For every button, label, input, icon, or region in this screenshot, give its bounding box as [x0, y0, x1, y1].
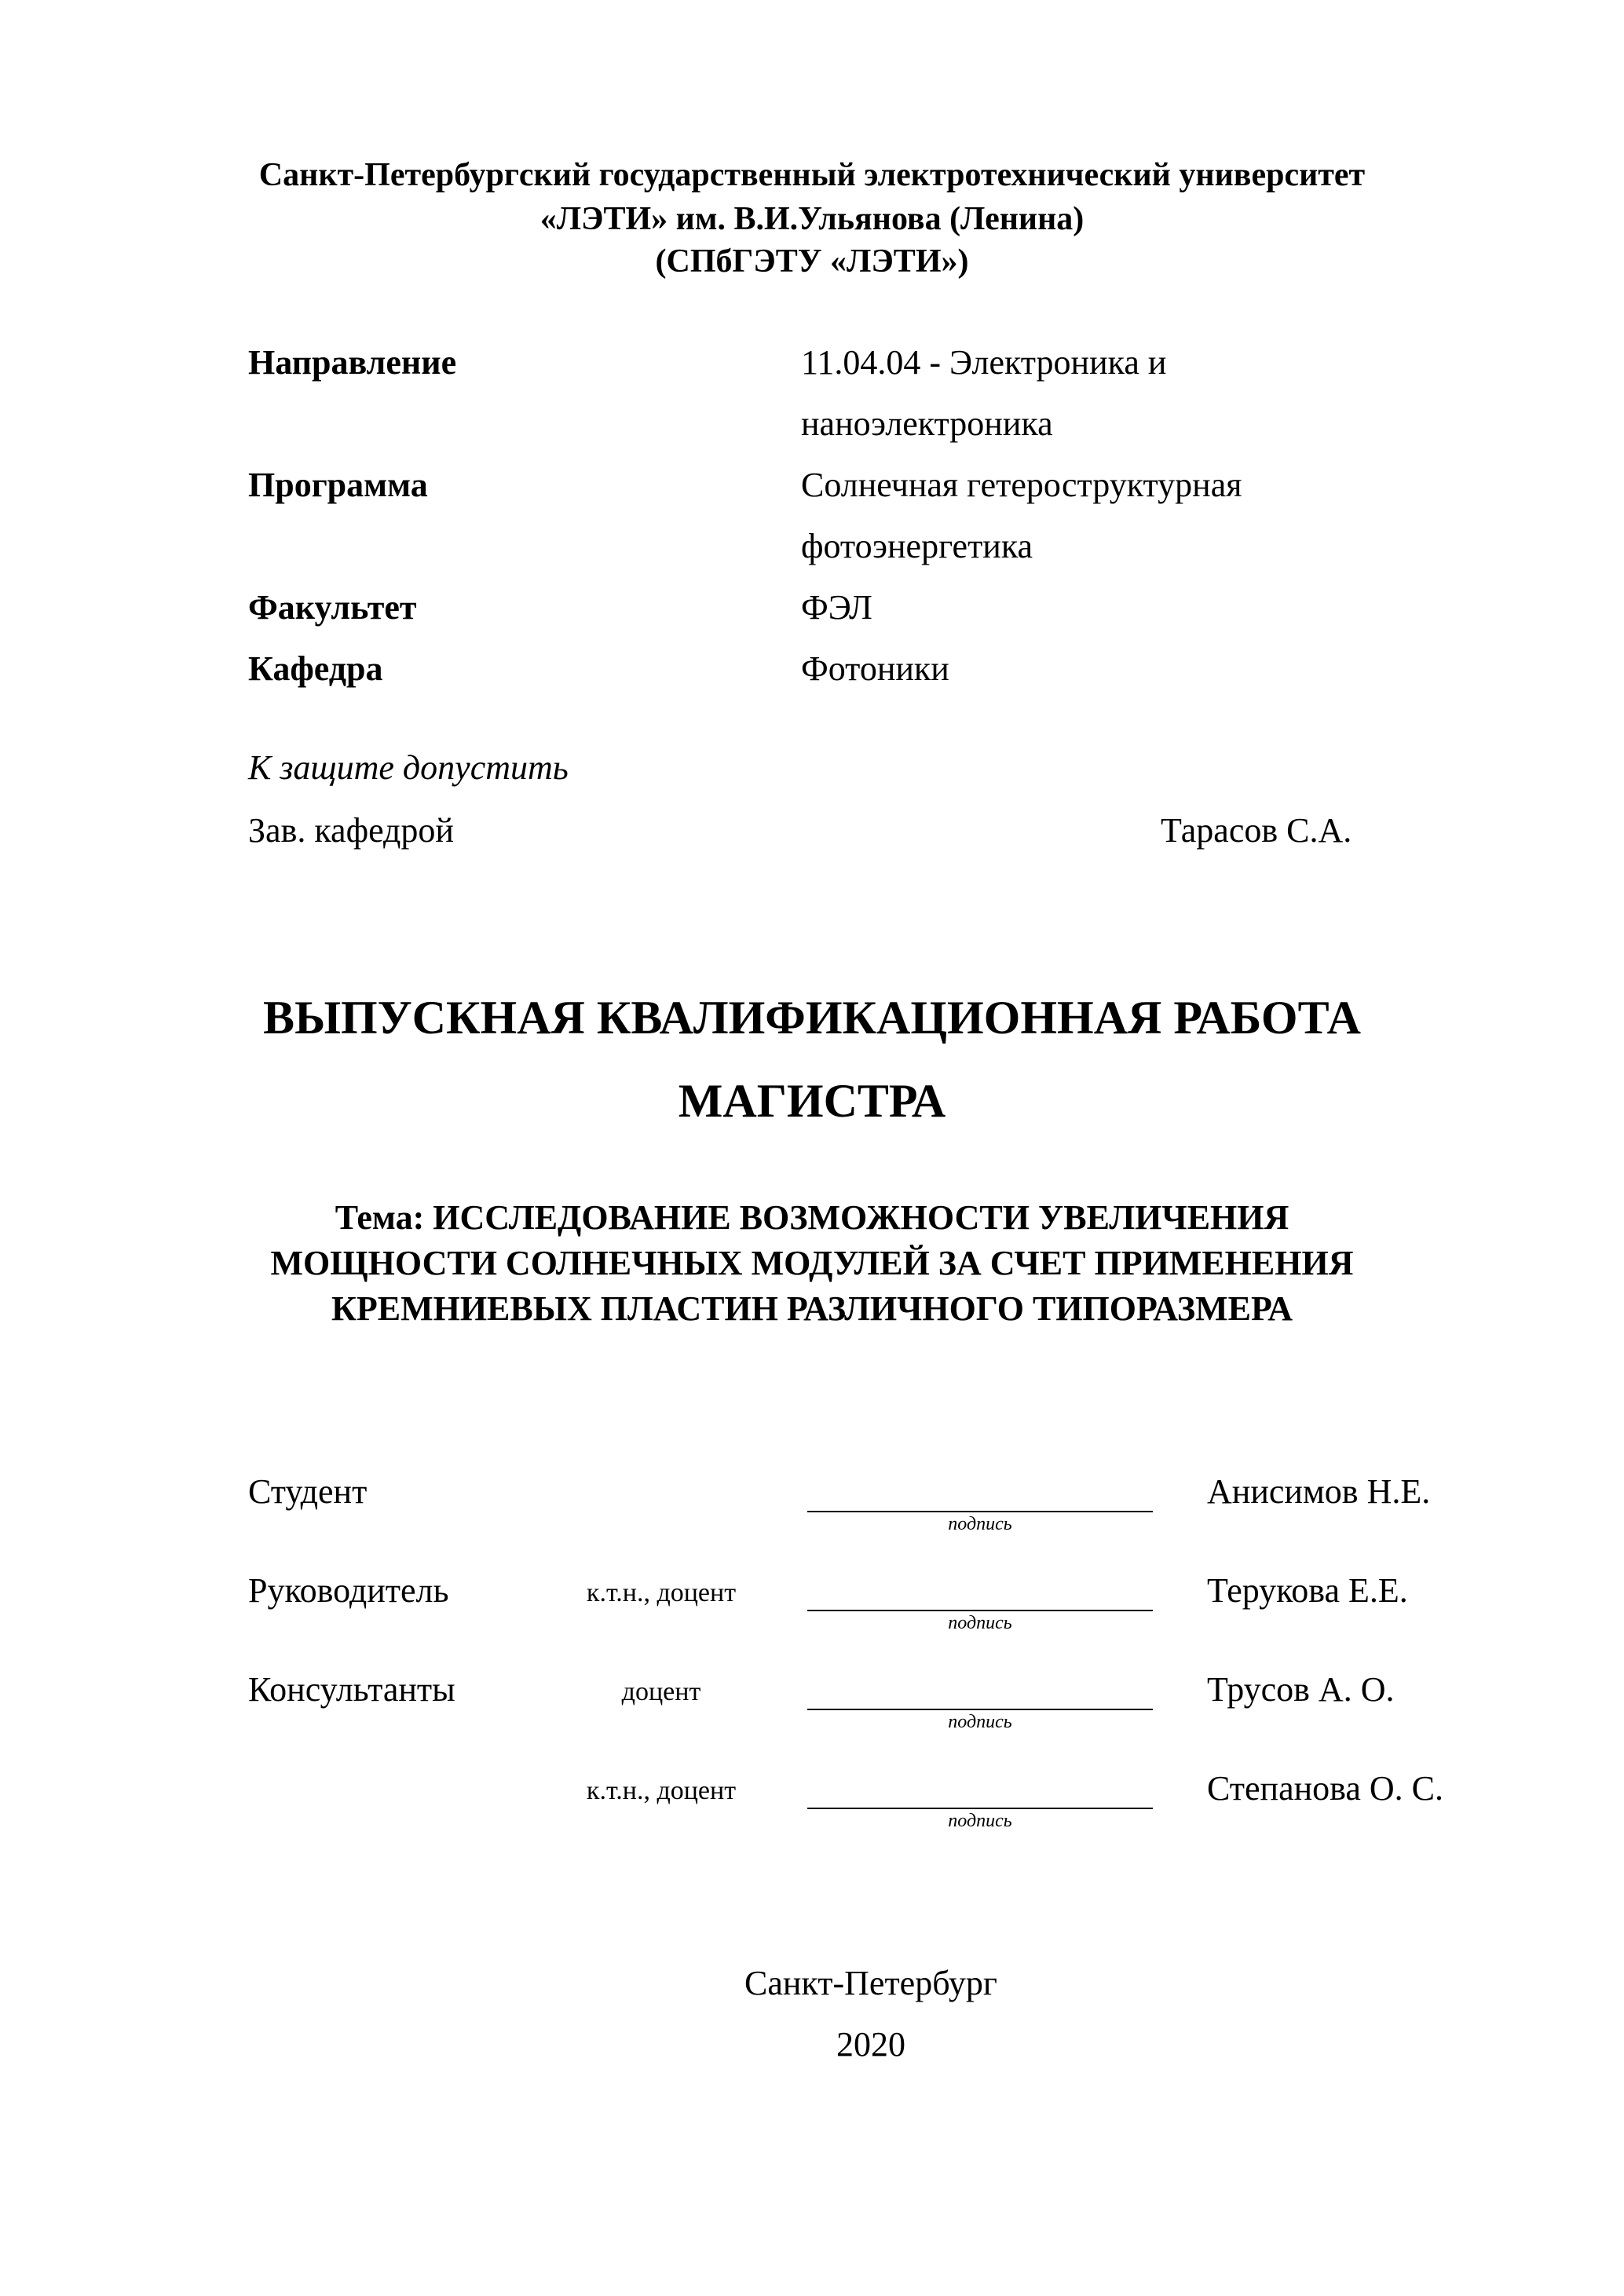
faculty-value: ФЭЛ	[801, 588, 872, 627]
signature-line	[807, 1709, 1153, 1710]
signature-caption: подпись	[948, 1613, 1012, 1633]
direction-value-line2: наноэлектроника	[801, 404, 1053, 443]
supervisor-label: Руководитель	[248, 1571, 449, 1610]
consultant-1-name: Трусов А. О.	[1207, 1670, 1395, 1709]
supervisor-degree: к.т.н., доцент	[586, 1578, 737, 1607]
consultant-2-degree: к.т.н., доцент	[586, 1776, 737, 1805]
university-short-name: «ЛЭТИ» им. В.И.Ульянова (Ленина)	[540, 201, 1084, 237]
signature-caption: подпись	[948, 1811, 1012, 1831]
theme-line2: МОЩНОСТИ СОЛНЕЧНЫХ МОДУЛЕЙ ЗА СЧЕТ ПРИМЕНЕНИЯ	[270, 1244, 1354, 1282]
direction-value-line1: 11.04.04 - Электроника и	[801, 343, 1167, 382]
student-name: Анисимов Н.Е.	[1207, 1472, 1431, 1511]
theme-line3: КРЕМНИЕВЫХ ПЛАСТИН РАЗЛИЧНОГО ТИПОРАЗМЕРА	[331, 1289, 1293, 1328]
department-value: Фотоники	[801, 649, 949, 688]
head-of-department-label: Зав. кафедрой	[248, 811, 454, 850]
thesis-title-line1: ВЫПУСКНАЯ КВАЛИФИКАЦИОННАЯ РАБОТА	[263, 992, 1361, 1044]
consultant-2-name: Степанова О. С.	[1207, 1769, 1443, 1808]
university-abbreviation: (СПбГЭТУ «ЛЭТИ»)	[655, 243, 969, 280]
signature-caption: подпись	[948, 1712, 1012, 1732]
faculty-label: Факультет	[248, 588, 417, 627]
signature-line	[807, 1610, 1153, 1611]
city: Санкт-Петербург	[744, 1964, 997, 2002]
student-label: Студент	[248, 1472, 368, 1511]
program-label: Программа	[248, 466, 428, 504]
admit-to-defense: К защите допустить	[248, 748, 569, 787]
signature-line	[807, 1511, 1153, 1512]
direction-label: Направление	[248, 343, 457, 382]
theme-line1: Тема: ИССЛЕДОВАНИЕ ВОЗМОЖНОСТИ УВЕЛИЧЕНИЯ	[335, 1198, 1289, 1237]
program-value-line2: фотоэнергетика	[801, 527, 1033, 565]
department-label: Кафедра	[248, 649, 383, 688]
signature-caption: подпись	[948, 1514, 1012, 1534]
consultant-1-degree: доцент	[621, 1677, 701, 1706]
signature-line	[807, 1808, 1153, 1809]
thesis-title-line2: МАГИСТРА	[678, 1075, 946, 1127]
year: 2020	[836, 2025, 905, 2064]
university-name: Санкт-Петербургский государственный электротехнический университет	[258, 157, 1366, 193]
consultants-label: Консультанты	[248, 1670, 455, 1709]
supervisor-name: Терукова Е.Е.	[1207, 1571, 1408, 1610]
program-value-line1: Солнечная гетероструктурная	[801, 466, 1242, 504]
head-of-department-name: Тарасов С.А.	[1161, 811, 1352, 850]
